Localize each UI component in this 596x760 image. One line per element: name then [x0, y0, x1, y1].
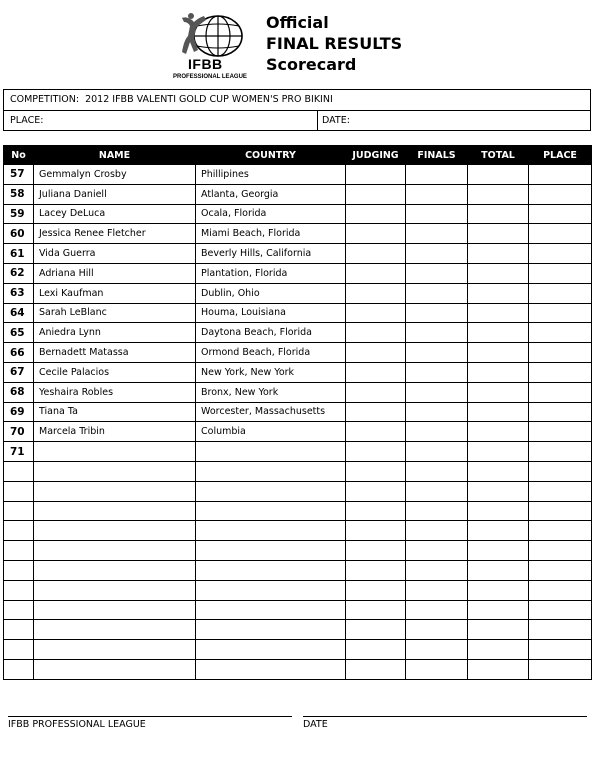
place-cell	[529, 620, 592, 640]
table-row	[4, 402, 592, 422]
table-row	[4, 501, 592, 521]
finals-cell	[406, 283, 468, 303]
table-row	[4, 165, 592, 185]
table-row	[4, 343, 592, 363]
table-row	[4, 521, 592, 541]
no-cell: 60	[4, 224, 34, 244]
no-cell	[4, 501, 34, 521]
table-row	[4, 541, 592, 561]
judging-cell	[346, 521, 406, 541]
place-cell	[529, 303, 592, 323]
header-judging: JUDGING	[346, 146, 406, 165]
total-cell	[468, 501, 529, 521]
place-cell	[529, 165, 592, 185]
place-cell	[529, 323, 592, 343]
judging-cell	[346, 165, 406, 185]
judging-cell	[346, 323, 406, 343]
country-cell: Worcester, Massachusetts	[196, 402, 346, 422]
place-cell	[529, 600, 592, 620]
header-finals: FINALS	[406, 146, 468, 165]
finals-cell	[406, 481, 468, 501]
no-cell	[4, 659, 34, 679]
finals-cell	[406, 244, 468, 264]
total-cell	[468, 442, 529, 462]
name-cell	[34, 580, 196, 600]
judging-cell	[346, 263, 406, 283]
finals-cell	[406, 461, 468, 481]
judging-cell	[346, 204, 406, 224]
name-cell: Lexi Kaufman	[34, 283, 196, 303]
competition-row	[4, 90, 590, 110]
no-cell: 67	[4, 362, 34, 382]
table-row	[4, 422, 592, 442]
judging-cell	[346, 184, 406, 204]
judging-cell	[346, 501, 406, 521]
name-cell	[34, 659, 196, 679]
judging-cell	[346, 402, 406, 422]
table-row	[4, 303, 592, 323]
place-cell	[529, 560, 592, 580]
table-row	[4, 362, 592, 382]
name-cell: Vida Guerra	[34, 244, 196, 264]
finals-cell	[406, 184, 468, 204]
country-cell: Ocala, Florida	[196, 204, 346, 224]
total-cell	[468, 224, 529, 244]
country-cell	[196, 580, 346, 600]
table-row	[4, 580, 592, 600]
total-cell	[468, 402, 529, 422]
finals-cell	[406, 541, 468, 561]
name-cell: Cecile Palacios	[34, 362, 196, 382]
total-cell	[468, 303, 529, 323]
judging-cell	[346, 640, 406, 660]
judging-cell	[346, 659, 406, 679]
no-cell: 68	[4, 382, 34, 402]
finals-cell	[406, 422, 468, 442]
date-field	[318, 111, 350, 130]
place-cell	[529, 442, 592, 462]
finals-cell	[406, 362, 468, 382]
no-cell: 63	[4, 283, 34, 303]
table-row	[4, 560, 592, 580]
no-cell	[4, 640, 34, 660]
header-country: COUNTRY	[196, 146, 346, 165]
league-signature-label: IFBB PROFESSIONAL LEAGUE	[8, 719, 146, 730]
place-cell	[529, 263, 592, 283]
date-signature-line	[303, 716, 587, 730]
country-cell	[196, 600, 346, 620]
name-cell: Adriana Hill	[34, 263, 196, 283]
name-cell	[34, 521, 196, 541]
table-row	[4, 382, 592, 402]
name-cell	[34, 481, 196, 501]
total-cell	[468, 481, 529, 501]
no-cell: 62	[4, 263, 34, 283]
table-row	[4, 640, 592, 660]
finals-cell	[406, 382, 468, 402]
total-cell	[468, 165, 529, 185]
no-cell	[4, 541, 34, 561]
name-cell: Marcela Tribin	[34, 422, 196, 442]
no-cell: 65	[4, 323, 34, 343]
title-line-3: Scorecard	[266, 55, 357, 74]
name-cell: Aniedra Lynn	[34, 323, 196, 343]
competition-info-box	[3, 89, 591, 131]
country-cell	[196, 461, 346, 481]
place-field	[4, 111, 318, 130]
total-cell	[468, 659, 529, 679]
finals-cell	[406, 600, 468, 620]
country-cell	[196, 521, 346, 541]
place-cell	[529, 541, 592, 561]
total-cell	[468, 640, 529, 660]
judging-cell	[346, 244, 406, 264]
ifbb-logo	[170, 12, 260, 80]
finals-cell	[406, 224, 468, 244]
finals-cell	[406, 442, 468, 462]
place-cell	[529, 244, 592, 264]
table-row	[4, 244, 592, 264]
country-cell: Dublin, Ohio	[196, 283, 346, 303]
finals-cell	[406, 580, 468, 600]
finals-cell	[406, 343, 468, 363]
finals-cell	[406, 165, 468, 185]
total-cell	[468, 362, 529, 382]
finals-cell	[406, 640, 468, 660]
total-cell	[468, 382, 529, 402]
date-signature-label: DATE	[303, 719, 328, 730]
country-cell: Columbia	[196, 422, 346, 442]
finals-cell	[406, 521, 468, 541]
header-total: TOTAL	[468, 146, 529, 165]
place-cell	[529, 580, 592, 600]
no-cell	[4, 600, 34, 620]
total-cell	[468, 422, 529, 442]
place-cell	[529, 402, 592, 422]
title-line-2: FINAL RESULTS	[266, 34, 403, 53]
no-cell: 61	[4, 244, 34, 264]
total-cell	[468, 204, 529, 224]
country-cell: New York, New York	[196, 362, 346, 382]
finals-cell	[406, 402, 468, 422]
name-cell: Juliana Daniell	[34, 184, 196, 204]
place-cell	[529, 640, 592, 660]
place-cell	[529, 283, 592, 303]
country-cell: Miami Beach, Florida	[196, 224, 346, 244]
total-cell	[468, 521, 529, 541]
place-cell	[529, 501, 592, 521]
country-cell	[196, 560, 346, 580]
judging-cell	[346, 580, 406, 600]
country-cell: Ormond Beach, Florida	[196, 343, 346, 363]
total-cell	[468, 541, 529, 561]
name-cell	[34, 461, 196, 481]
name-cell	[34, 442, 196, 462]
place-cell	[529, 362, 592, 382]
finals-cell	[406, 501, 468, 521]
header-no: No	[4, 146, 34, 165]
title-line-1: Official	[266, 13, 329, 32]
place-cell	[529, 184, 592, 204]
total-cell	[468, 244, 529, 264]
place-cell	[529, 422, 592, 442]
judging-cell	[346, 442, 406, 462]
place-cell	[529, 659, 592, 679]
country-cell: Daytona Beach, Florida	[196, 323, 346, 343]
header-place: PLACE	[529, 146, 592, 165]
competition-field	[4, 90, 333, 110]
name-cell	[34, 560, 196, 580]
country-cell: Beverly Hills, California	[196, 244, 346, 264]
globe-bodybuilder-icon	[170, 12, 260, 60]
no-cell	[4, 560, 34, 580]
judging-cell	[346, 620, 406, 640]
competition-value: 2012 IFBB VALENTI GOLD CUP WOMEN'S PRO BIKINI	[85, 94, 333, 105]
results-table	[3, 145, 592, 680]
total-cell	[468, 461, 529, 481]
table-row	[4, 620, 592, 640]
country-cell: Plantation, Florida	[196, 263, 346, 283]
judging-cell	[346, 362, 406, 382]
country-cell	[196, 442, 346, 462]
logo-brand: IFBB	[188, 56, 223, 72]
name-cell: Yeshaira Robles	[34, 382, 196, 402]
total-cell	[468, 323, 529, 343]
table-row	[4, 283, 592, 303]
judging-cell	[346, 600, 406, 620]
name-cell: Jessica Renee Fletcher	[34, 224, 196, 244]
finals-cell	[406, 263, 468, 283]
place-cell	[529, 481, 592, 501]
no-cell	[4, 481, 34, 501]
judging-cell	[346, 382, 406, 402]
name-cell	[34, 501, 196, 521]
competition-label: COMPETITION:	[10, 94, 80, 105]
table-row	[4, 204, 592, 224]
name-cell	[34, 640, 196, 660]
date-label: DATE:	[322, 115, 350, 126]
country-cell: Phillipines	[196, 165, 346, 185]
no-cell: 69	[4, 402, 34, 422]
table-row	[4, 184, 592, 204]
table-row	[4, 442, 592, 462]
finals-cell	[406, 659, 468, 679]
total-cell	[468, 343, 529, 363]
country-cell: Bronx, New York	[196, 382, 346, 402]
table-row	[4, 481, 592, 501]
total-cell	[468, 263, 529, 283]
no-cell	[4, 521, 34, 541]
name-cell	[34, 541, 196, 561]
place-cell	[529, 382, 592, 402]
judging-cell	[346, 541, 406, 561]
league-signature-line	[8, 716, 292, 730]
country-cell: Atlanta, Georgia	[196, 184, 346, 204]
no-cell: 70	[4, 422, 34, 442]
judging-cell	[346, 283, 406, 303]
no-cell	[4, 580, 34, 600]
total-cell	[468, 620, 529, 640]
total-cell	[468, 600, 529, 620]
table-row	[4, 263, 592, 283]
no-cell: 58	[4, 184, 34, 204]
table-row	[4, 659, 592, 679]
finals-cell	[406, 620, 468, 640]
place-cell	[529, 343, 592, 363]
name-cell: Sarah LeBlanc	[34, 303, 196, 323]
country-cell	[196, 481, 346, 501]
table-row	[4, 224, 592, 244]
finals-cell	[406, 303, 468, 323]
no-cell	[4, 461, 34, 481]
place-cell	[529, 204, 592, 224]
judging-cell	[346, 560, 406, 580]
country-cell	[196, 640, 346, 660]
total-cell	[468, 580, 529, 600]
judging-cell	[346, 461, 406, 481]
country-cell	[196, 659, 346, 679]
name-cell: Tiana Ta	[34, 402, 196, 422]
table-row	[4, 461, 592, 481]
country-cell	[196, 620, 346, 640]
header-name: NAME	[34, 146, 196, 165]
place-label: PLACE:	[10, 115, 44, 126]
total-cell	[468, 283, 529, 303]
place-cell	[529, 224, 592, 244]
total-cell	[468, 560, 529, 580]
no-cell: 59	[4, 204, 34, 224]
scorecard-title	[266, 12, 402, 75]
name-cell: Lacey DeLuca	[34, 204, 196, 224]
finals-cell	[406, 560, 468, 580]
finals-cell	[406, 323, 468, 343]
name-cell	[34, 620, 196, 640]
country-cell: Houma, Louisiana	[196, 303, 346, 323]
place-cell	[529, 521, 592, 541]
judging-cell	[346, 224, 406, 244]
name-cell: Bernadett Matassa	[34, 343, 196, 363]
judging-cell	[346, 303, 406, 323]
finals-cell	[406, 204, 468, 224]
table-row	[4, 323, 592, 343]
country-cell	[196, 501, 346, 521]
judging-cell	[346, 481, 406, 501]
country-cell	[196, 541, 346, 561]
table-row	[4, 600, 592, 620]
logo-league: PROFESSIONAL LEAGUE	[173, 74, 247, 80]
place-cell	[529, 461, 592, 481]
judging-cell	[346, 422, 406, 442]
name-cell	[34, 600, 196, 620]
table-header-row	[4, 146, 592, 165]
total-cell	[468, 184, 529, 204]
judging-cell	[346, 343, 406, 363]
place-date-row	[4, 110, 590, 130]
no-cell: 66	[4, 343, 34, 363]
no-cell	[4, 620, 34, 640]
no-cell: 64	[4, 303, 34, 323]
no-cell: 71	[4, 442, 34, 462]
no-cell: 57	[4, 165, 34, 185]
name-cell: Gemmalyn Crosby	[34, 165, 196, 185]
